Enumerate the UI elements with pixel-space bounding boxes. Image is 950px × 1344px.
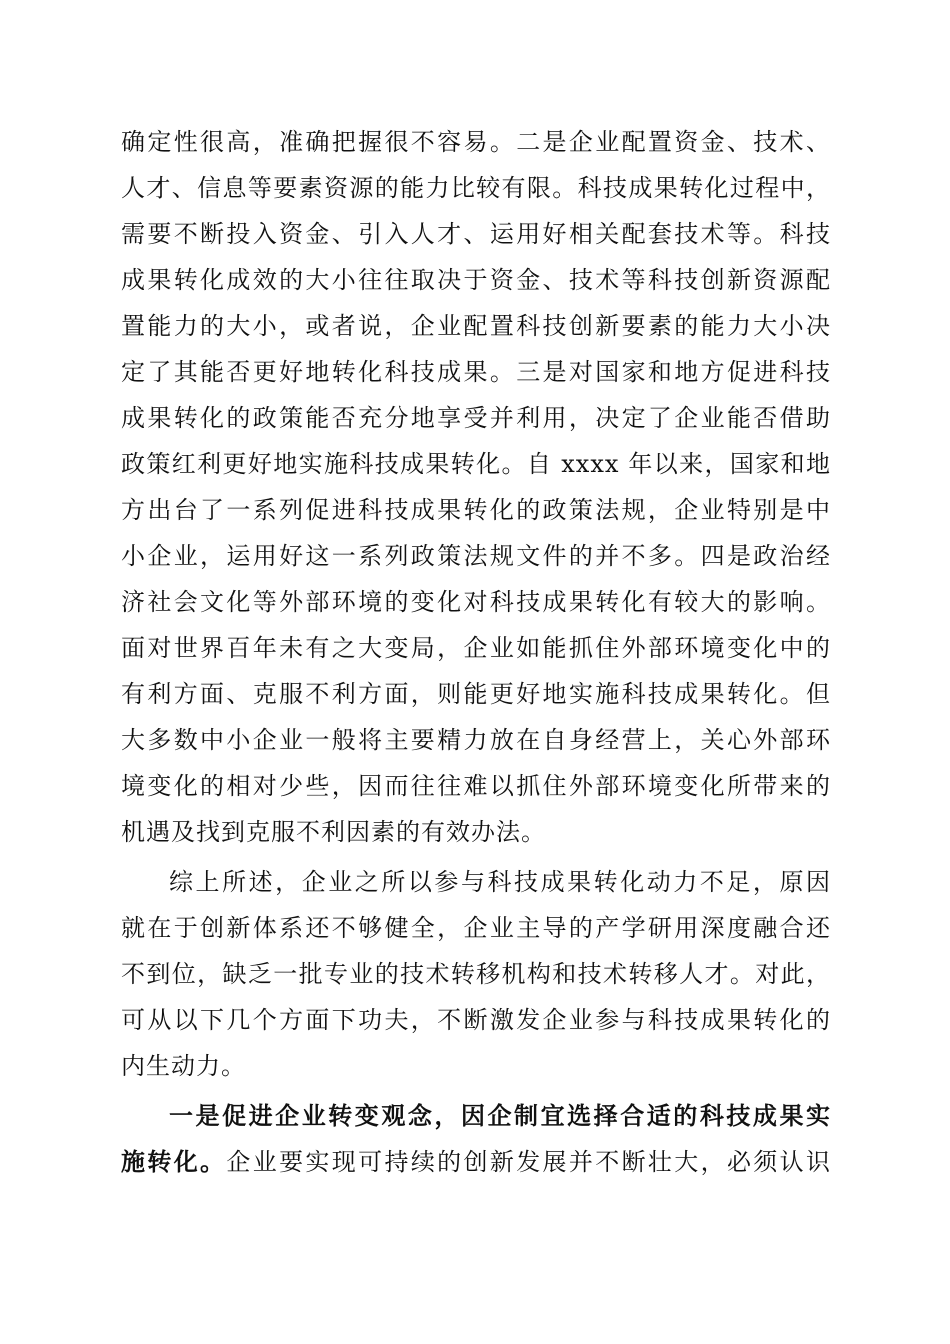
body-text: 企业要实现可持续的创新发展并不断壮大，必须认识: [226, 1148, 831, 1176]
text-line-last: 机遇及找到克服不利因素的有效办法。: [121, 818, 546, 846]
text-line: 置能力的大小，或者说，企业配置科技创新要素的能力大小决: [121, 312, 831, 340]
text-line-bold-heading: 一是促进企业转变观念，因企制宜选择合适的科技成果实: [169, 1101, 831, 1130]
text-line: 人才、信息等要素资源的能力比较有限。科技成果转化过程中，: [121, 174, 831, 202]
text-line: 有利方面、克服不利方面，则能更好地实施科技成果转化。但: [121, 680, 831, 708]
text-line: 济社会文化等外部环境的变化对科技成果转化有较大的影响。: [121, 588, 831, 616]
text-line: 大多数中小企业一般将主要精力放在自身经营上，关心外部环: [121, 726, 831, 754]
text-line: 政策红利更好地实施科技成果转化。自 xxxx 年以来，国家和地: [121, 450, 831, 478]
text-line: 不到位，缺乏一批专业的技术转移机构和技术转移人才。对此，: [121, 960, 831, 988]
text-line: 确定性很高，准确把握很不容易。二是企业配置资金、技术、: [121, 128, 831, 156]
text-line: 需要不断投入资金、引入人才、运用好相关配套技术等。科技: [121, 220, 831, 248]
text-line: 定了其能否更好地转化科技成果。三是对国家和地方促进科技: [121, 358, 831, 386]
text-line: 小企业，运用好这一系列政策法规文件的并不多。四是政治经: [121, 542, 831, 570]
text-line: 成果转化的政策能否充分地享受并利用，决定了企业能否借助: [121, 404, 831, 432]
text-line-first: 综上所述，企业之所以参与科技成果转化动力不足，原因: [169, 868, 831, 896]
paragraph-3: [121, 1093, 831, 1185]
text-line-mixed: [121, 1139, 831, 1185]
text-line: 可从以下几个方面下功夫，不断激发企业参与科技成果转化的: [121, 1006, 831, 1034]
text-line: 就在于创新体系还不够健全，企业主导的产学研用深度融合还: [121, 914, 831, 942]
text-line: 面对世界百年未有之大变局，企业如能抓住外部环境变化中的: [121, 634, 831, 662]
document-body: [121, 119, 831, 1185]
paragraph-1: [121, 119, 831, 855]
text-line: 方出台了一系列促进科技成果转化的政策法规，企业特别是中: [121, 496, 831, 524]
text-line-last: 内生动力。: [121, 1052, 246, 1080]
text-line: 成果转化成效的大小往往取决于资金、技术等科技创新资源配: [121, 266, 831, 294]
bold-heading-end: 施转化。: [121, 1147, 227, 1176]
paragraph-2: [121, 859, 831, 1089]
text-line: 境变化的相对少些，因而往往难以抓住外部环境变化所带来的: [121, 772, 831, 800]
